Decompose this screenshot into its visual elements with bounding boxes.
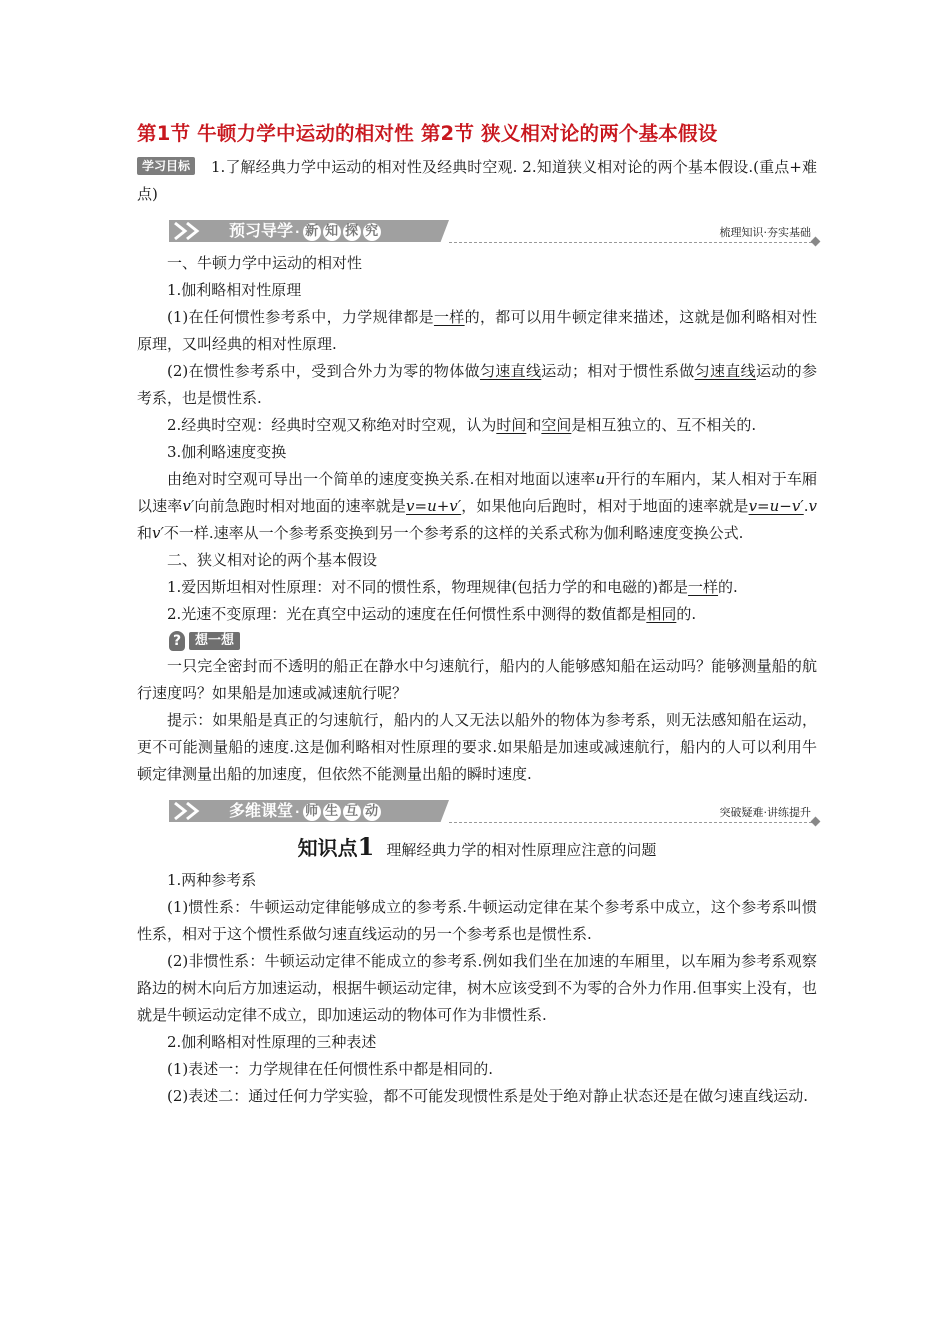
heading-two-frames: 1.两种参考系 xyxy=(167,871,257,889)
paragraph: (1)惯性系：牛顿运动定律能够成立的参考系.牛顿运动定律在某个参考系中成立，这个参考系叫惯性系，相对于这个惯性系做匀速直线运动的另一个参考系也是惯性系. xyxy=(137,898,817,943)
goal-text: 1.了解经典力学中运动的相对性及经典时空观. 2.知道狭义相对论的两个基本假设.(重点+难点) xyxy=(137,158,817,203)
heading-sec1: 一、牛顿力学中运动的相对性 xyxy=(167,254,363,272)
section-banner-preview xyxy=(137,214,817,248)
paragraph: 由绝对时空观可导出一个简单的速度变换关系.在相对地面以速率u开行的车厢内，某人相对于车厢以速率v′向前急跑时相对地面的速率就是v=u+v′，如果他向后跑时，相对于地面的速率就是v=u−v′.v和v′不一样.速率从一个参考系变换到另一个参考系的这样的关系式称为伽利略速度变换公式. xyxy=(137,470,817,542)
banner-title: 预习导学 · 新 知 探 究 xyxy=(229,220,382,243)
banner-right-caption: 梳理知识·夯实基础 xyxy=(719,226,811,239)
banner-dashed-line xyxy=(449,822,817,823)
diamond-icon xyxy=(811,817,821,827)
paragraph: (2)非惯性系：牛顿运动定律不能成立的参考系.例如我们坐在加速的车厢里，以车厢为参考系观察路边的树木向后方加速运动，根据牛顿运动定律，树木应该受到不为零的合外力作用.但事实上没有，也就是牛顿运动定律不成立，即加速运动的物体可作为非惯性系. xyxy=(137,952,817,1024)
learning-goals xyxy=(137,154,817,208)
banner-right-caption: 突破疑难·讲练提升 xyxy=(719,806,811,819)
document-page xyxy=(137,118,817,1110)
paragraph: (2)在惯性参考系中，受到合外力为零的物体做匀速直线运动；相对于惯性系做匀速直线运动的参考系，也是惯性系. xyxy=(137,362,817,407)
diamond-icon xyxy=(811,237,821,247)
think-tag: 想一想 xyxy=(189,632,240,650)
page-title: 第1节 牛顿力学中运动的相对性 第2节 狭义相对论的两个基本假设 xyxy=(137,122,718,145)
heading-galileo-principle: 1.伽利略相对性原理 xyxy=(167,281,302,299)
paragraph: (2)表述二：通过任何力学实验，都不可能发现惯性系是处于绝对静止状态还是在做匀速直线运动. xyxy=(167,1087,809,1105)
knowledge-point-heading: 知识点1 理解经典力学的相对性原理应注意的问题 xyxy=(297,832,657,861)
paragraph: 2.经典时空观：经典时空观又称绝对时空观，认为时间和空间是相互独立的、互不相关的. xyxy=(167,416,757,434)
heading-velocity-transform: 3.伽利略速度变换 xyxy=(167,443,287,461)
think-box-header xyxy=(137,629,817,653)
double-chevron-icon xyxy=(169,220,209,242)
paragraph: (1)在任何惯性参考系中，力学规律都是一样的，都可以用牛顿定律来描述，这就是伽利略相对性原理，又叫经典的相对性原理. xyxy=(137,308,817,353)
banner-dashed-line xyxy=(449,242,817,243)
heading-three-statements: 2.伽利略相对性原理的三种表述 xyxy=(167,1033,377,1051)
question-icon: ? xyxy=(169,631,185,651)
paragraph: 1.爱因斯坦相对性原理：对不同的惯性系，物理规律(包括力学的和电磁的)都是一样的. xyxy=(167,578,738,596)
heading-sec2: 二、狭义相对论的两个基本假设 xyxy=(167,551,378,569)
think-question: 一只完全密封而不透明的船正在静水中匀速航行，船内的人能够感知船在运动吗？能够测量船的航行速度吗？如果船是加速或减速航行呢？ xyxy=(137,657,817,702)
double-chevron-icon xyxy=(169,800,209,822)
paragraph: 2.光速不变原理：光在真空中运动的速度在任何惯性系中测得的数值都是相同的. xyxy=(167,605,697,623)
paragraph: (1)表述一：力学规律在任何惯性系中都是相同的. xyxy=(167,1060,494,1078)
banner-title: 多维课堂 · 师 生 互 动 xyxy=(229,800,382,823)
goal-tag: 学习目标 xyxy=(137,157,195,175)
section-banner-classroom xyxy=(137,794,817,828)
think-hint: 提示：如果船是真正的匀速航行，船内的人又无法以船外的物体为参考系，则无法感知船在运动，更不可能测量船的速度.这是伽利略相对性原理的要求.如果船是加速或减速航行，船内的人可以利用牛顿定律测量出船的加速度，但依然不能测量出船的瞬时速度. xyxy=(137,711,817,783)
